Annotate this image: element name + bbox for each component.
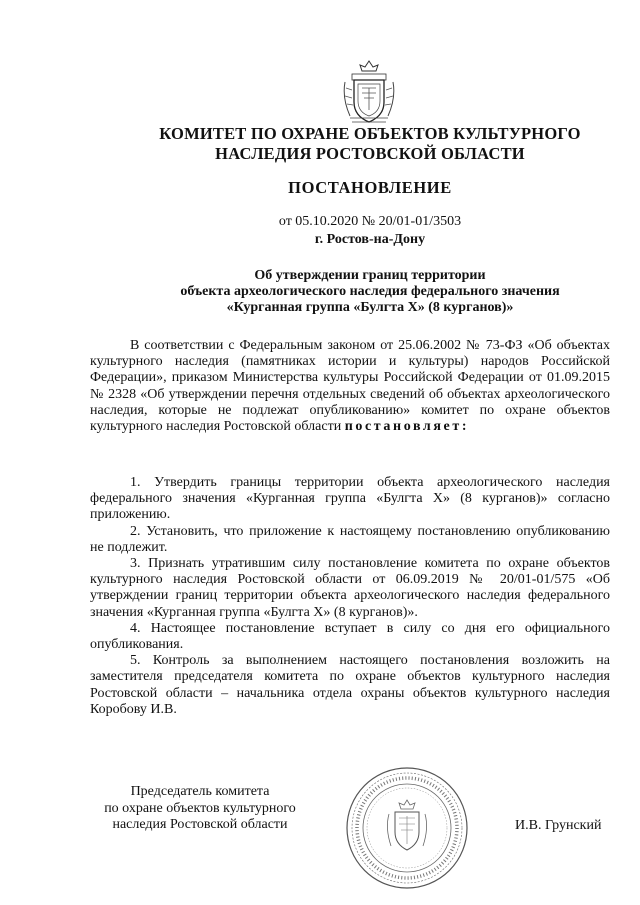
document-city: г. Ростов-на-Дону: [314, 232, 426, 247]
document-type: ПОСТАНОВЛЕНИЕ: [288, 178, 452, 197]
coat-of-arms-icon: [340, 58, 398, 128]
document-date-number: от 05.10.2020 № 20/01-01/3503: [278, 214, 462, 229]
preamble-paragraph: [90, 338, 610, 435]
position-line-1: Председатель комитета: [130, 784, 270, 799]
document-subject: [100, 268, 640, 316]
subject-line-3: «Курганная группа «Булгта Х» (8 курганов)»: [226, 300, 514, 315]
signatory-name: И.В. Грунский: [515, 818, 602, 833]
signatory-position: [90, 784, 310, 834]
decree-item: 5. Контроль за выполнением настоящего постановления возложить на заместителя председателя комитета по охране объектов культурного наследия Ростовской области – начальника отдела охраны объектов культурного наследия Коробову И.В.: [90, 653, 610, 717]
subject-line-2: объекта археологического наследия федерального значения: [180, 284, 560, 299]
decree-word: постановляет:: [344, 419, 470, 435]
org-line-2: НАСЛЕДИЯ РОСТОВСКОЙ ОБЛАСТИ: [215, 144, 525, 163]
org-line-1: КОМИТЕТ ПО ОХРАНЕ ОБЪЕКТОВ КУЛЬТУРНОГО: [159, 124, 581, 143]
decree-item: 2. Установить, что приложение к настоящему постановлению опубликованию не подлежит.: [90, 523, 610, 555]
decree-item: 3. Признать утратившим силу постановление комитета по охране объектов культурного наследия Ростовской области от 06.09.2019 № 20/01-01/575 «Об утверждении границ территории объекта археологического наследия федерального значения «Курганная группа «Булгта Х» (8 курганов)».: [90, 556, 610, 620]
decree-item: 1. Утвердить границы территории объекта археологического наследия федерального значения «Курганная группа «Булгта Х» (8 курганов)» согласно приложению.: [90, 475, 610, 523]
subject-line-1: Об утверждении границ территории: [254, 268, 486, 283]
position-line-2: по охране объектов культурного: [104, 800, 296, 816]
organization-name: [100, 124, 640, 164]
official-seal-icon: [345, 766, 469, 890]
decree-items: [90, 475, 610, 718]
preamble-text: В соответствии с Федеральным законом от 25.06.2002 № 73-ФЗ «Об объектах культурного наследия (памятниках истории и культуры) народов Российской Федерации», приказом Министерства культуры Российской Федерации от 01.09.2015 № 2328 «Об утверждении перечня отдельных сведений об объектах археологического наследия, которые не подлежат опубликованию» комитет по охране объектов культурного наследия Ростовской области: [90, 338, 610, 435]
decree-item: 4. Настоящее постановление вступает в силу со дня его официального опубликования.: [90, 620, 610, 653]
position-line-3: наследия Ростовской области: [112, 817, 288, 832]
